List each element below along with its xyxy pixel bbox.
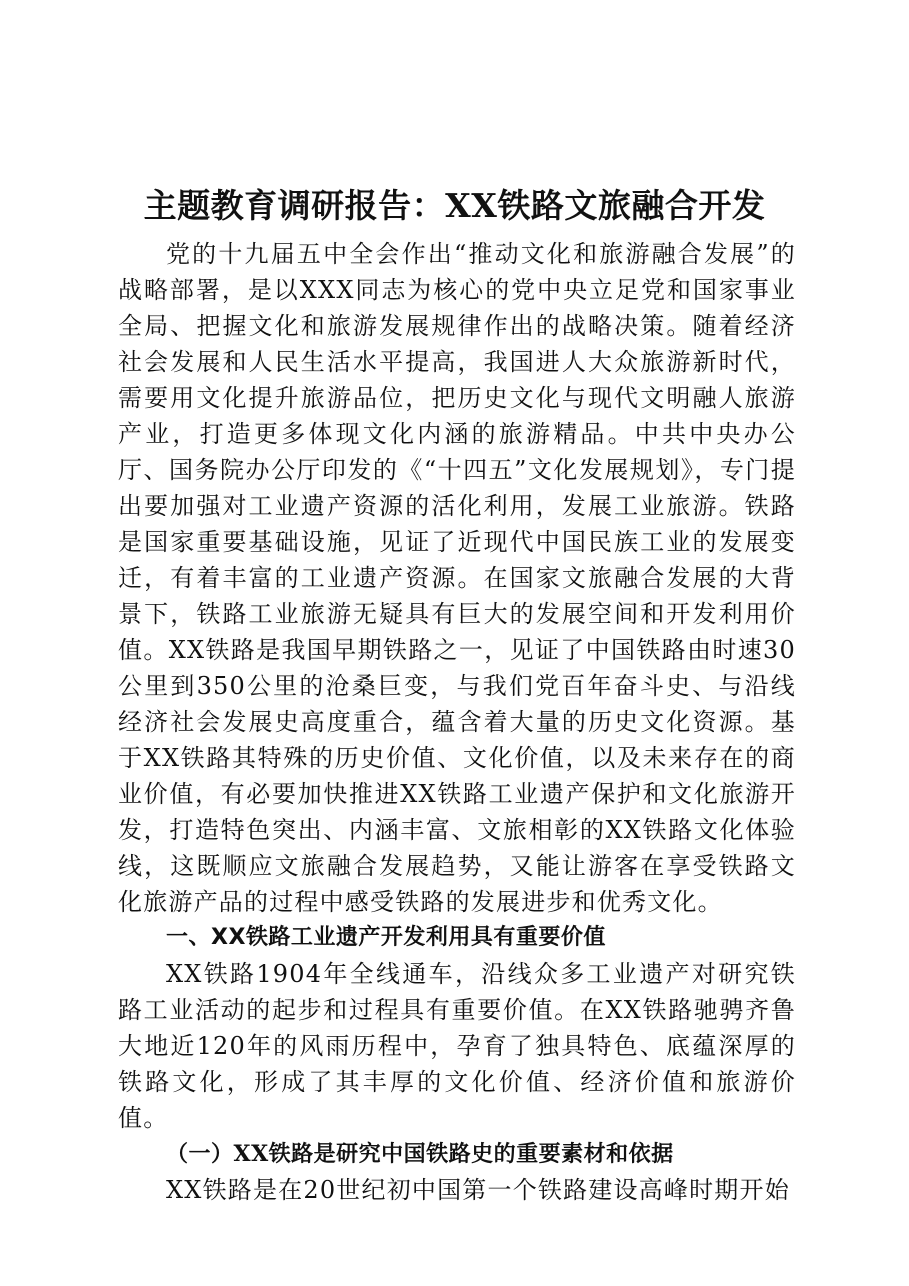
intro-paragraph: 党的十九届五中全会作出“推动文化和旅游融合发展”的战略部署，是以XXX同志为核心的党中央立足党和国家事业全局、把握文化和旅游发展规律作出的战略决策。随着经济社会发展和人民生活水平提高，我国进人大众旅游新时代，需要用文化提升旅游品位，把历史文化与现代文明融人旅游产业，打造更多体现文化内涵的旅游精品。中共中央办公厅、国务院办公厅印发的《“十四五”文化发展规划》，专门提出要加强对工业遗产资源的活化利用，发展工业旅游。铁路是国家重要基础设施，见证了近现代中国民族工业的发展变迁，有着丰富的工业遗产资源。在国家文旅融合发展的大背景下，铁路工业旅游无疑具有巨大的发展空间和开发利用价值。XX铁路是我国早期铁路之一，见证了中国铁路由时速30公里到350公里的沧桑巨变，与我们党百年奋斗史、与沿线经济社会发展史高度重合，蕴含着大量的历史文化资源。基于XX铁路其特殊的历史价值、文化价值，以及未来存在的商业价值，有必要加快推进XX铁路工业遗产保护和文化旅游开发，打造特色突出、内涵丰富、文旅相彰的XX铁路文化体验线，这既顺应文旅融合发展趋势，又能让游客在享受铁路文化旅游产品的过程中感受铁路的发展进步和优秀文化。 — [118, 240, 796, 916]
document-body — [118, 236, 796, 1208]
subsection-paragraph: XX铁路是在20世纪初中国第一个铁路建设高峰时期开始 — [166, 1176, 790, 1204]
section-heading: 一、XX铁路工业遗产开发利用具有重要价值 — [166, 925, 606, 950]
document-title: 主题教育调研报告：XX铁路文旅融合开发 — [143, 186, 766, 225]
section-paragraph: XX铁路1904年全线通车，沿线众多工业遗产对研究铁路工业活动的起步和过程具有重要价值。在XX铁路驰骋齐鲁大地近120年的风雨历程中，孕育了独具特色、底蕴深厚的铁路文化，形成了其丰厚的文化价值、经济价值和旅游价值。 — [118, 960, 796, 1132]
subsection-heading: （一）XX铁路是研究中国铁路史的重要素材和依据 — [166, 1141, 674, 1167]
